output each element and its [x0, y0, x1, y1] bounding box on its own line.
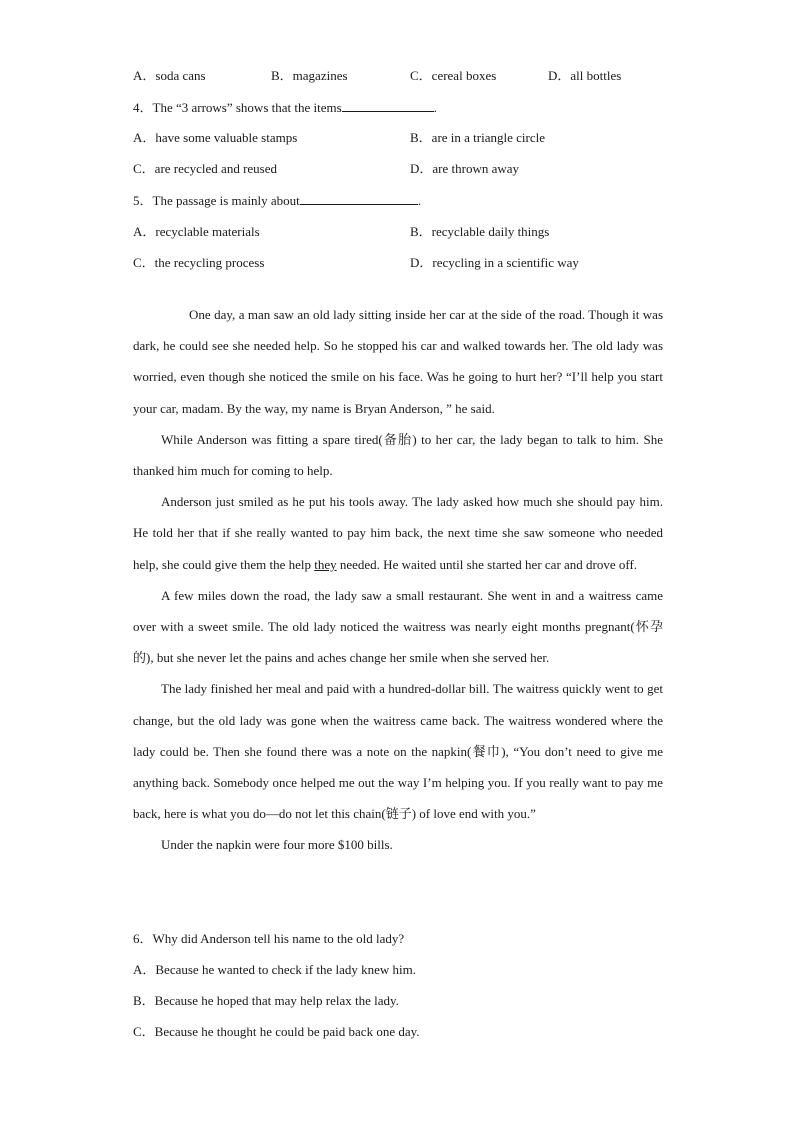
q4-stem: [133, 99, 437, 116]
passage-paragraph-5: The lady finished her meal and paid with a hundred-dollar bill. The waitress quickly went to get change, but the old lady was gone when the waitress came back. The waitress wondered where the lady could be. Then she found there was a note on the napkin(餐巾), “You don’t need to give me anything back. Somebody once helped me out the way I’m helping you. If you really want to pay me back, here is what you do—do not let this chain(链子) of love end with you.”: [133, 681, 663, 822]
q5-stem-end: .: [417, 193, 422, 208]
q4-option-b: B．are in a triangle circle: [410, 130, 545, 145]
q3-option-b: B．magazines: [271, 68, 348, 83]
q4-option-c: C．are recycled and reused: [133, 161, 278, 176]
passage-paragraph-3-text-a: Anderson just smiled as he put his tools away. The lady asked how much she should pay him. He told her that if she really wanted to pay him back, the next time she saw someone who needed help, she could give them the help: [133, 494, 663, 572]
q5-stem-text: 5．The passage is mainly about: [133, 193, 300, 208]
q4-option-d: D．are thrown away: [410, 161, 520, 176]
q3-option-a: A．soda cans: [133, 68, 206, 83]
passage-paragraph-3-text-b: needed. He waited until she started her car and drove off.: [336, 556, 638, 572]
q6-option-c: C．Because he thought he could be paid back one day.: [133, 1024, 420, 1039]
q3-option-c: C．cereal boxes: [410, 68, 497, 83]
reading-passage: [133, 299, 663, 861]
q5-option-a: A．recyclable materials: [133, 224, 260, 239]
passage-paragraph-6: Under the napkin were four more $100 bills.: [161, 837, 393, 853]
q4-answer-blank: [342, 99, 434, 112]
passage-paragraph-3: [133, 486, 663, 580]
passage-paragraph-1: One day, a man saw an old lady sitting inside her car at the side of the road. Though it was dark, he could see she needed help. So he stopped his car and walked towards her. The old lady was worried, even though she noticed the smile on his face. Was he going to hurt her? “I’ll help you start your car, madam. By the way, my name is Bryan Anderson, ” he said.: [133, 307, 663, 416]
passage-paragraph-4: A few miles down the road, the lady saw a small restaurant. She went in and a waitress came over with a sweet smile. The old lady noticed the waitress was nearly eight months pregnant(怀孕的), but she never let the pains and aches change her smile when she served her.: [133, 587, 663, 666]
q3-option-d: D．all bottles: [548, 68, 622, 83]
q5-option-d: D．recycling in a scientific way: [410, 255, 579, 270]
q5-option-c: C．the recycling process: [133, 255, 265, 270]
q6-option-a: A．Because he wanted to check if the lady knew him.: [133, 962, 417, 977]
underlined-word-they: they: [314, 556, 337, 572]
q4-stem-end: .: [433, 100, 437, 115]
q5-stem: [133, 192, 421, 209]
q4-stem-text: 4．The “3 arrows” shows that the items: [133, 100, 342, 115]
q6-stem: 6．Why did Anderson tell his name to the old lady?: [133, 931, 405, 946]
q6-option-b: B．Because he hoped that may help relax the lady.: [133, 993, 399, 1008]
passage-paragraph-2: While Anderson was fitting a spare tired(备胎) to her car, the lady began to talk to him. She thanked him much for coming to help.: [133, 431, 663, 479]
q5-answer-blank: [300, 192, 418, 205]
q4-option-a: A．have some valuable stamps: [133, 130, 298, 145]
q5-option-b: B．recyclable daily things: [410, 224, 550, 239]
